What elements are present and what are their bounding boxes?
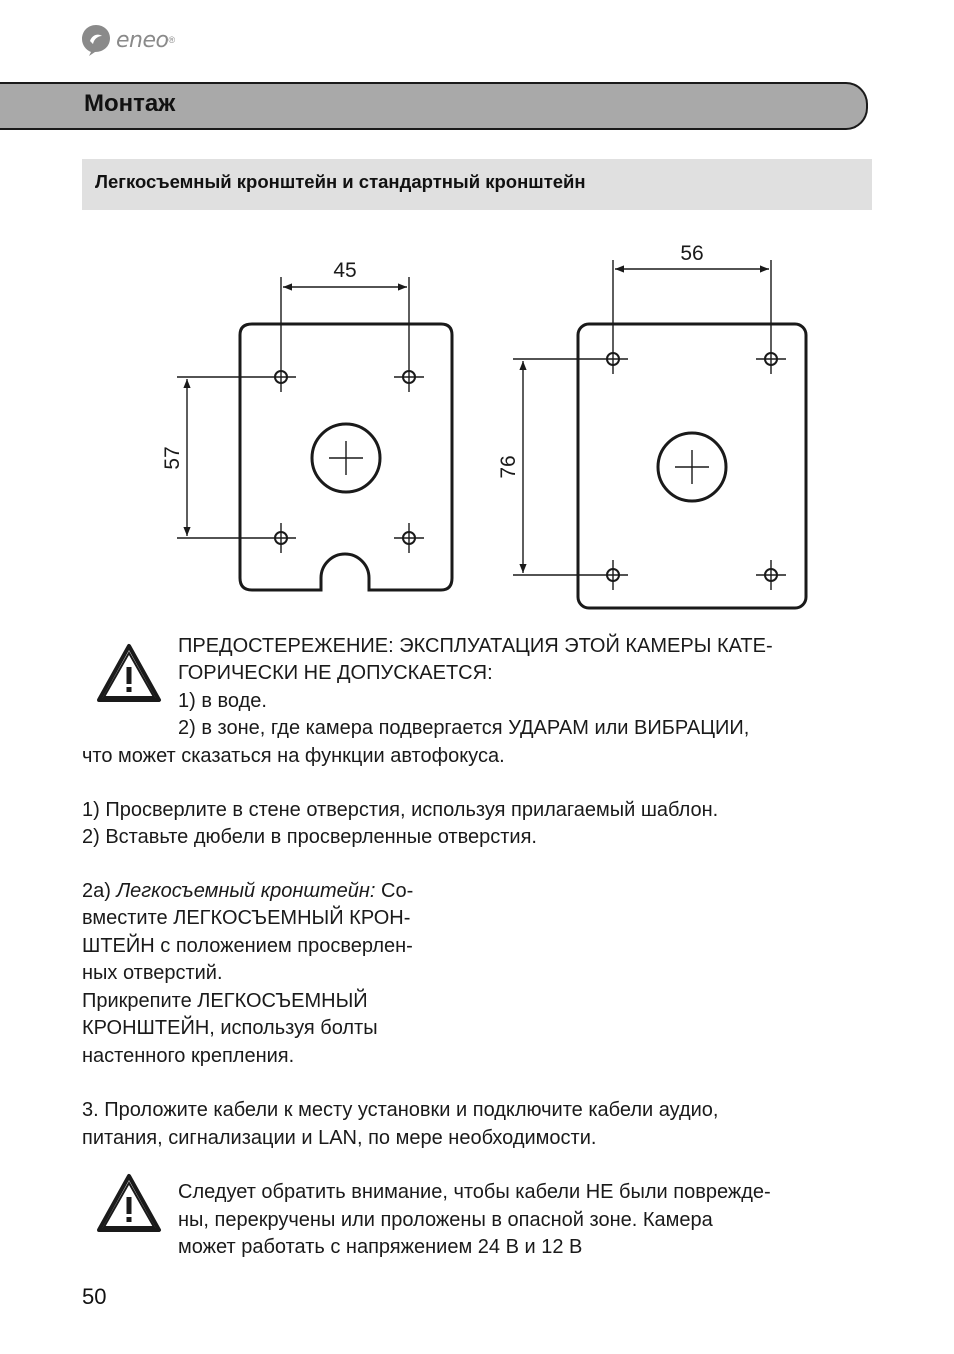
warning2-line3: может работать с напряжением 24 В и 12 В: [178, 1236, 583, 1258]
step-2a-line6: КРОНШТЕЙН, используя болты: [82, 1017, 378, 1039]
logo-registered-mark: ®: [168, 35, 176, 45]
step-2a-line3: ШТЕЙН с положением просверлен-: [82, 935, 413, 957]
quick-bracket-width-dimension: [281, 277, 409, 362]
warning1-line2: ГОРИЧЕСКИ НЕ ДОПУСКАЕТСЯ:: [178, 662, 493, 684]
section-title: Легкосъемный кронштейн и стандартный кронштейн: [82, 159, 872, 210]
step-2a-line5: Прикрепите ЛЕГКОСЪЕМНЫЙ: [82, 990, 368, 1012]
standard-bracket-height-dimension: [513, 359, 598, 575]
step-1: 1) Просверлите в стене отверстия, используя прилагаемый шаблон.: [82, 799, 719, 821]
quick-bracket-height-dimension: [177, 377, 266, 538]
step-2a-line7: настенного крепления.: [82, 1045, 295, 1067]
step-2a-line2: вместите ЛЕГКОСЪЕМНЫЙ КРОН-: [82, 907, 411, 929]
warning2-line1: Следует обратить внимание, чтобы кабели НЕ были поврежде-: [178, 1181, 771, 1203]
warning1-line3: 1) в воде.: [178, 690, 267, 712]
warning-triangle-icon: [96, 643, 162, 703]
step-2: 2) Вставьте дюбели в просверленные отверстия.: [82, 826, 537, 848]
bracket-diagram: [0, 0, 954, 620]
standard-bracket-height-label: 76: [497, 455, 520, 479]
warning1-line4: 2) в зоне, где камера подвергается УДАРАМ или ВИБРАЦИИ,: [178, 717, 750, 739]
warning1-line5: что может сказаться на функции автофокуса.: [82, 745, 505, 767]
step-3-line1: 3. Проложите кабели к месту установки и подключите кабели аудио,: [82, 1099, 719, 1121]
step-2a-line1: [82, 878, 413, 906]
standard-bracket-width-label: 56: [680, 242, 704, 265]
warning-triangle-icon: [96, 1173, 162, 1233]
logo-wordmark: eneo: [116, 27, 169, 53]
step-2a-line4: ных отверстий.: [82, 962, 223, 984]
page-title: Монтаж: [84, 90, 176, 117]
step-2a-line1-rest: Со-: [375, 880, 414, 902]
step-2a-italic-label: Легкосъемный кронштейн:: [116, 880, 376, 902]
warning1-line1: ПРЕДОСТЕРЕЖЕНИЕ: ЭКСПЛУАТАЦИЯ ЭТОЙ КАМЕРЫ КАТЕ-: [178, 635, 773, 657]
step-2a-prefix: 2а): [82, 880, 117, 902]
warning2-line2: ны, перекручены или проложены в опасной зоне. Камера: [178, 1209, 713, 1231]
step-3-line2: питания, сигнализации и LAN, по мере необходимости.: [82, 1127, 597, 1149]
standard-bracket-width-dimension: [613, 260, 771, 344]
quick-bracket-height-label: 57: [161, 446, 184, 470]
quick-bracket-width-label: 45: [333, 259, 357, 282]
page-number: 50: [82, 1284, 107, 1309]
